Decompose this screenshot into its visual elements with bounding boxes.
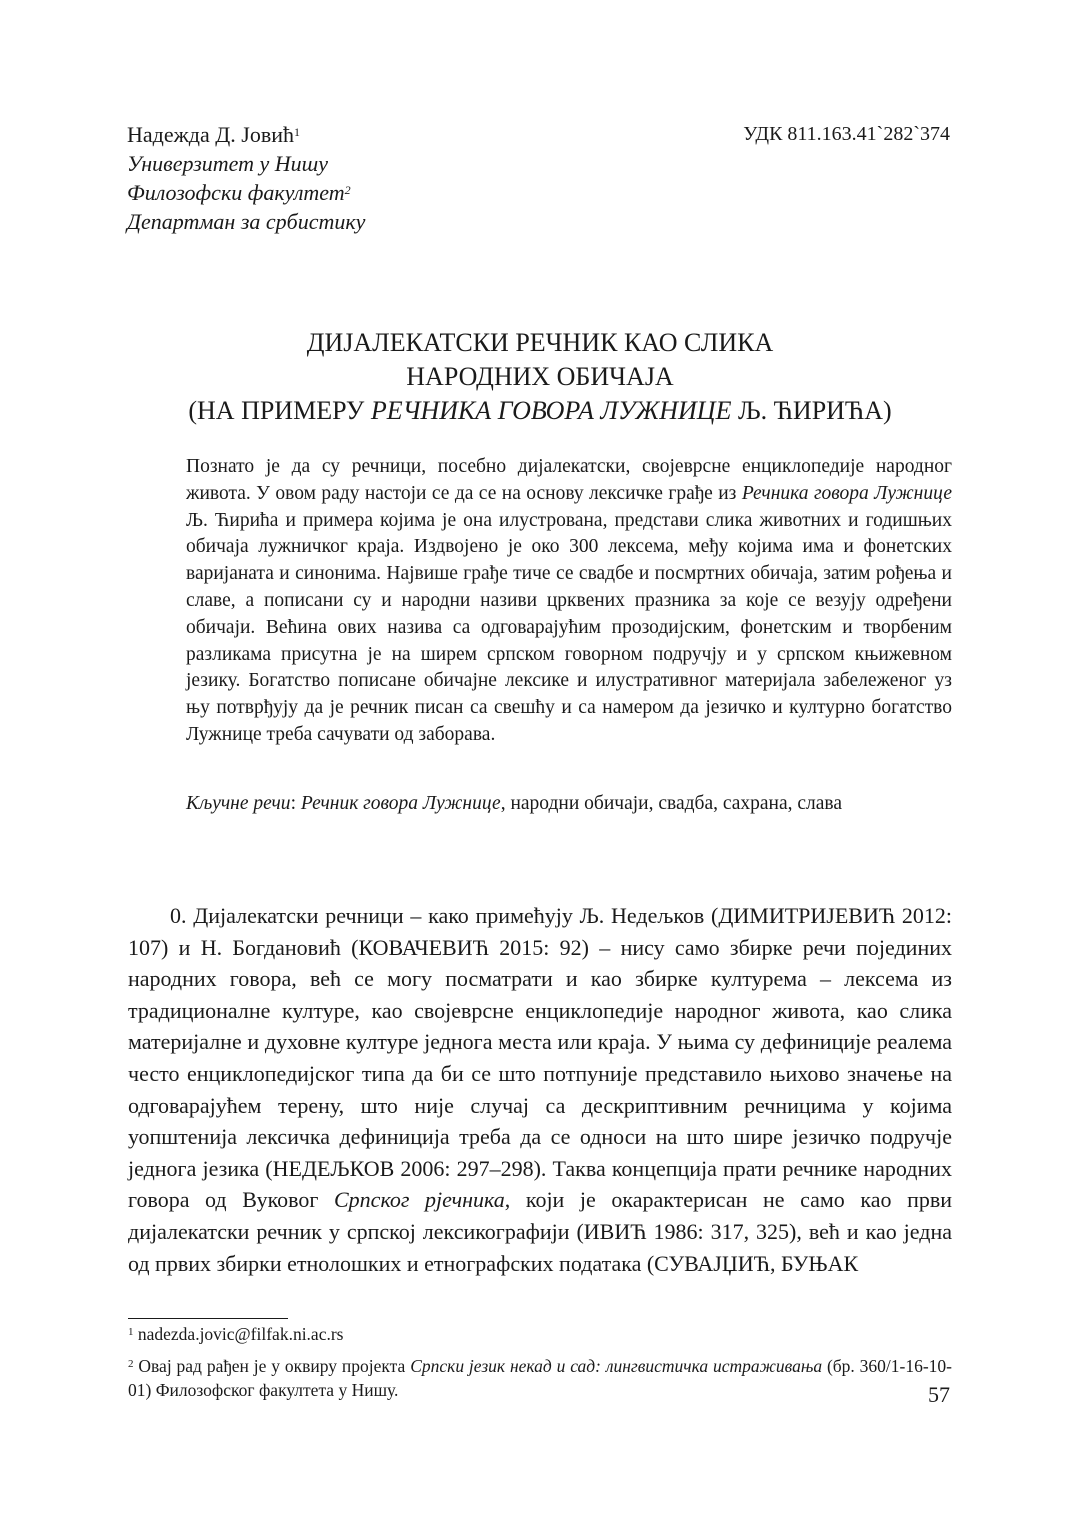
author-department: Департман за србистику (127, 209, 366, 234)
author-university: Универзитет у Нишу (127, 151, 329, 176)
footnote-1-email[interactable]: nadezda.jovic@filfak.ni.ac.rs (137, 1324, 344, 1344)
footnote-separator (128, 1318, 288, 1319)
footnotes (128, 1322, 952, 1410)
title-line-3-pre: (НА ПРИМЕРУ (188, 396, 371, 425)
author-name: Надежда Д. Јовић (127, 122, 294, 147)
footnote-ref-1[interactable]: 1 (294, 125, 300, 139)
footnote-2-post: (бр. 360/1-16-10-01) Филозофског факултета у Нишу. (128, 1356, 953, 1400)
abstract-part-1: Познато је да су речници, посебно дијалекатски, својеврсне енциклопедије народног живота. У овом раду настоји се да се на основу лексичке грађе из (186, 456, 952, 504)
keywords-sep: : (290, 793, 301, 814)
author-faculty: Филозофски факултет (127, 180, 345, 205)
footnote-1 (128, 1322, 952, 1346)
title-line-1: ДИЈАЛЕКАТСКИ РЕЧНИК КАО СЛИКА (306, 328, 774, 357)
body-italic-1: Српског рјечника (334, 1187, 505, 1213)
footnote-2-italic: Српски језик некад и сад: лингвистичка истраживања (410, 1356, 823, 1376)
title-line-3-italic: РЕЧНИКА ГОВОРА ЛУЖНИЦЕ (370, 396, 732, 425)
title-line-3-post: Љ. ЋИРИЋА) (731, 396, 892, 425)
keywords-label: Кључне речи (186, 793, 291, 814)
page-number: 57 (928, 1382, 950, 1407)
keywords (186, 790, 952, 817)
author-name-line (127, 120, 365, 149)
keywords-italic: Речник говора Лужнице (300, 793, 501, 814)
abstract (186, 454, 952, 749)
footnote-ref-2[interactable]: 2 (344, 183, 351, 197)
title-line-3 (0, 394, 1080, 428)
footnote-2-pre: Овај рад рађен је у оквиру пројекта (138, 1356, 411, 1376)
udk-code: УДК 811.163.41`282`374 (743, 123, 950, 145)
abstract-part-2: Љ. Ћирића и примера којима је она илустрована, представи слика животних и годишњих обичаја лужничког краја. Издвојено је око 300 лексема, међу којима има и фонетских варијаната и синонима. Највише грађе тиче се свадбе и посмртних обичаја, затим рођења и славе, а пописани су и народни називи црквених празника за које се везују одређени обичаји. Већина ових назива са одговарајућим прозодијским, фонетским и творбеним разликама присутна је на ширем српском говорном подручју и у српском књижевном језику. Богатство пописане обичајне лексике и илустративног материјала забележеног уз њу потврђују да је речник писан са свешћу и са намером да језичко и културно богатство Лужнице треба сачувати од заборава. (186, 509, 952, 745)
body-part-2: , који је окарактерисан не само као први дијалекатски речник у српској лексикографији (ИВИЋ 1986: 317, 325), већ и као једна од првих збирки етнолошких и етнографских података (СУВАЈЏИЋ, БУЊАК (128, 1187, 952, 1276)
abstract-italic-1: Речника говора Лужнице (741, 482, 952, 504)
footnote-1-number: 1 (128, 1326, 134, 1338)
author-block (127, 120, 365, 236)
body-paragraph (128, 900, 952, 1279)
keywords-rest: , народни обичаји, свадба, сахрана, слава (500, 793, 843, 814)
footnote-2-number: 2 (128, 1358, 134, 1370)
title-line-2: НАРОДНИХ ОБИЧАЈА (406, 362, 674, 391)
body-part-1: 0. Дијалекатски речници – како примећују Љ. Недељков (ДИМИТРИЈЕВИЋ 2012: 107) и Н. Богдановић (КОВАЧЕВИЋ 2015: 92) – нису само збирке речи појединих народних говора, већ се могу посматрати и као збирке културема – лексема из традиционалне културе, као својеврсне енциклопедије народног живота, као слика материјалне и духовне културе једнога места или краја. У њима су дефиниције реалема често енциклопедијског типа да би се што потпуније представило њихово значење на одговарајућем терену, што није случај са дескриптивним речницима у којима уопштенија лексичка дефиниција треба да се односи на што шире језичко подручје једнога језика (НЕДЕЉКОВ 2006: 297–298). Таква концепција прати речнике народних говора од Вуковог (128, 903, 952, 1213)
author-faculty-line (127, 178, 365, 207)
paper-title (0, 326, 1080, 428)
footnote-2 (128, 1354, 952, 1402)
